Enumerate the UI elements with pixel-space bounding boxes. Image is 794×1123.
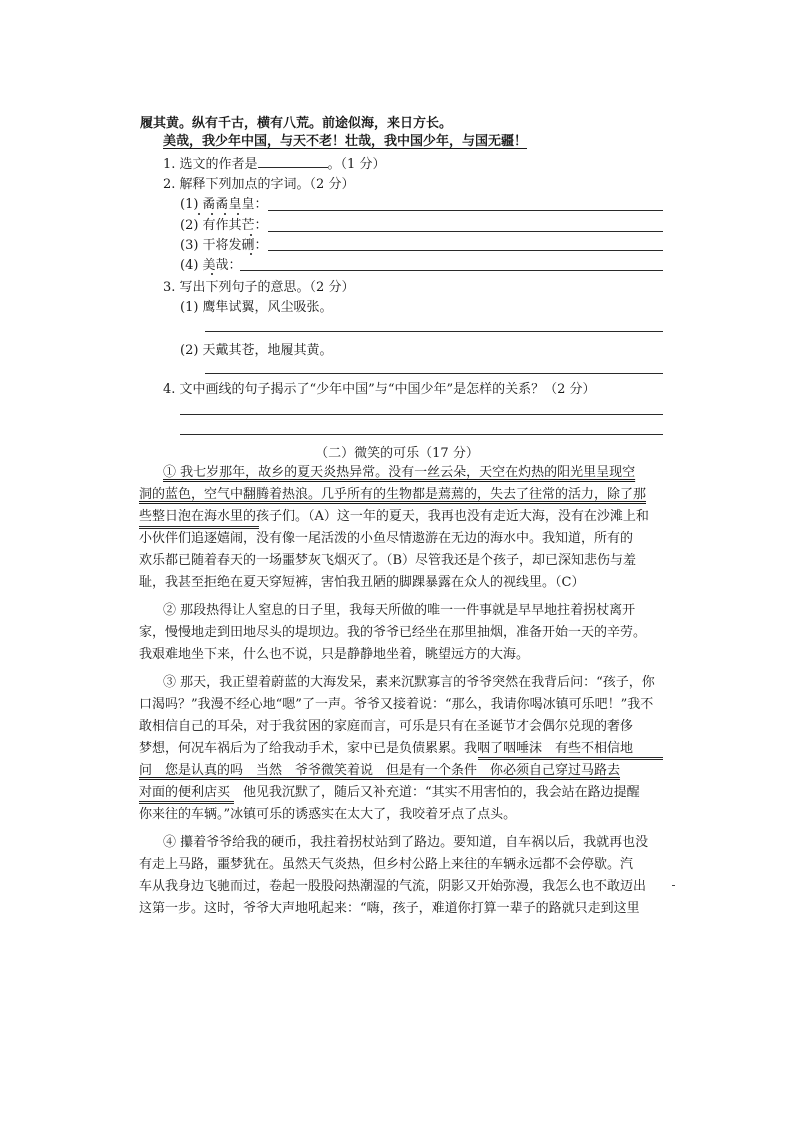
passage-p1-line: 耻，我甚至拒绝在夏天穿短裤，害怕我丑陋的脚踝暴露在众人的视线里。（C）: [139, 575, 585, 590]
passage-p1-line: 洞的蓝色，空气中翻腾着热浪。几乎所有的生物都是蔫蔫的，失去了往常的活力，除了那: [139, 487, 647, 502]
emphasis-dot: [224, 213, 226, 215]
question-1-points: 。（1 分）: [327, 157, 386, 172]
double-underline-mark: [139, 526, 259, 529]
passage-p1-line: ① 我七岁那年，故乡的夏天炎热异常。没有一丝云朵，天空在灼热的阳光里呈现空: [163, 465, 636, 480]
q2-item-4: (4) 美哉：: [180, 258, 242, 273]
q2-answer-line-1[interactable]: [268, 210, 663, 211]
passage-p1-line: 些整日泡在海水里的孩子们。（A）这一年的夏天，我再也没有走近大海，没有在沙滩上和: [139, 509, 649, 524]
q2-item-1: (1) 矞矞皇皇：: [180, 197, 268, 212]
passage-p3-line: ③ 那天，我正望着蔚蓝的大海发呆，素来沉默寡言的爷爷突然在我背后问：“孩子，你: [163, 675, 655, 690]
question-1-text: 1. 选文的作者是: [163, 157, 258, 172]
scan-artifact-mark: [672, 885, 675, 886]
section-title: （二）微笑的可乐（17 分）: [315, 446, 479, 461]
passage-p4-line: ④ 攥着爷爷给我的硬币，我拄着拐杖站到了路边。要知道，自车祸以后，我就再也没: [163, 835, 649, 850]
passage-p2-line: ② 那段热得让人窒息的日子里，我每天所做的唯一一件事就是早早地拄着拐杖离开: [163, 603, 636, 618]
q2-answer-line-2[interactable]: [268, 231, 663, 232]
question-3: 3. 写出下列句子的意思。（2 分）: [163, 280, 355, 295]
q3-answer-line-1[interactable]: [205, 331, 663, 332]
question-4: 4. 文中画线的句子揭示了“少年中国”与“中国少年”是怎样的关系？（2 分）: [163, 382, 596, 397]
passage-p2-line: 我艰难地坐下来，什么也不说，只是静静地坐着，眺望远方的大海。: [139, 647, 530, 662]
question-2: 2. 解释下列加点的字词。（2 分）: [163, 177, 355, 192]
emphasis-dot: [250, 234, 252, 236]
q2-item-3: (3) 干将发硎：: [180, 238, 268, 253]
q3-answer-line-2[interactable]: [205, 373, 663, 374]
emphasis-dot: [237, 213, 239, 215]
poem-underlined-sentence: 美哉，我少年中国，与天不老！壮哉，我中国少年，与国无疆！: [163, 134, 528, 149]
punctuation-blank-underline: [478, 757, 663, 760]
question-1: [163, 155, 385, 173]
q2-answer-line-4[interactable]: [240, 270, 663, 271]
emphasis-dot: [211, 213, 213, 215]
passage-p3-line: 问 您是认真的吗 当然 爷爷微笑着说 但是有一个条件 你必须自己穿过马路去: [139, 763, 621, 778]
passage-p3-line: 口渴吗？”我漫不经心地“嗯”了一声。爷爷又接着说：“那么，我请你喝冰镇可乐吧！”我不: [139, 697, 654, 712]
passage-p1-line: 小伙伴们追逐嬉闹，没有像一尾活泼的小鱼尽情遨游在无边的海水中。我知道，所有的: [139, 531, 634, 546]
punctuation-blank-underline: [139, 801, 234, 804]
emphasis-dot: [211, 273, 213, 275]
passage-p4-line: 有走上马路，噩梦犹在。虽然天气炎热，但乡村公路上来往的车辆永远都不会停歇。汽: [139, 857, 634, 872]
passage-p3-line: 对面的便利店买 他见我沉默了，随后又补充道：“其实不用害怕的，我会站在路边提醒: [139, 785, 640, 800]
q3-item-1: (1) 鹰隼试翼，风尘吸张。: [180, 300, 333, 315]
emphasis-dot: [198, 213, 200, 215]
passage-p1-line: 欢乐都已随着春天的一场噩梦灰飞烟灭了。（B）尽管我还是个孩子，却已深知悲伤与羞: [139, 553, 637, 568]
passage-p3-line: 你来往的车辆。”冰镇可乐的诱惑实在太大了，我咬着牙点了点头。: [139, 807, 517, 822]
emphasis-dot: [250, 253, 252, 255]
poem-line-2: [163, 134, 527, 150]
q4-answer-line-2[interactable]: [180, 434, 663, 435]
q2-item-2: (2) 有作其芒：: [180, 218, 268, 233]
passage-p2-line: 家，慢慢地走到田地尽头的堤坝边。我的爷爷已经坐在那里抽烟，准备开始一天的辛劳。: [139, 625, 647, 640]
passage-p4-line: 车从我身边飞驰而过，卷起一股股闷热潮湿的气流，阴影又开始弥漫，我怎么也不敢迈出: [139, 879, 647, 894]
passage-p3-line: 梦想，何况车祸后为了给我动手术，家中已是负债累累。我咽了咽唾沫 有些不相信地: [139, 741, 634, 756]
poem-line-1: 履其黄。纵有千古，横有八荒。前途似海，来日方长。: [140, 116, 453, 131]
q4-answer-line-1[interactable]: [180, 414, 663, 415]
answer-blank-1[interactable]: [258, 155, 328, 168]
q3-item-2: (2) 天戴其苍，地履其黄。: [180, 343, 333, 358]
passage-p4-line: 这第一步。这时，爷爷大声地吼起来：“嗨，孩子，难道你打算一辈子的路就只走到这里: [139, 901, 640, 916]
q2-answer-line-3[interactable]: [268, 250, 663, 251]
passage-p3-line: 敢相信自己的耳朵，对于我贫困的家庭而言，可乐是只有在圣诞节才会偶尔兑现的奢侈: [139, 719, 634, 734]
